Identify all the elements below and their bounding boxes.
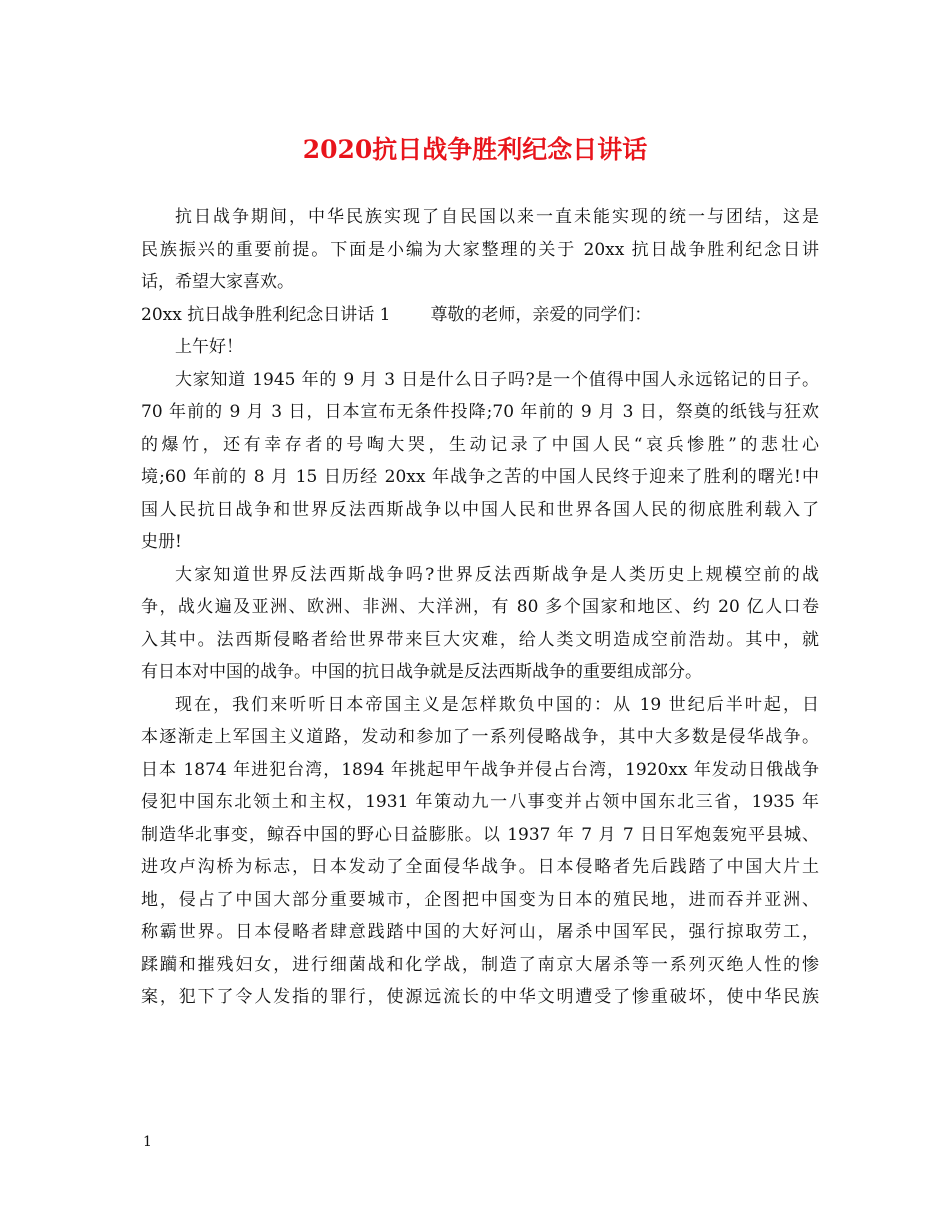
text-line: 大家知道世界反法西斯战争吗?世界反法西斯战争是人类历史上规模空前的战: [175, 564, 819, 585]
text-line: 入其中。法西斯侵略者给世界带来巨大灾难，给人类文明造成空前浩劫。其中，就: [141, 629, 819, 650]
text-line: 案，犯下了令人发指的罪行，使源远流长的中华文明遭受了惨重破坏，使中华民族: [141, 987, 819, 1007]
text-line: 民族振兴的重要前提。下面是小编为大家整理的关于 20xx 抗日战争胜利纪念日讲: [141, 239, 819, 260]
page-number: 1: [143, 1134, 152, 1150]
speech-heading-line: [141, 299, 819, 332]
speech-heading: 20xx 抗日战争胜利纪念日讲话 1: [141, 304, 391, 325]
document-body: [141, 201, 819, 1014]
text-line: 大家知道 1945 年的 9 月 3 日是什么日子吗?是一个值得中国人永远铭记的日子。: [175, 369, 819, 390]
text-line: 本逐渐走上军国主义道路，发动和参加了一系列侵略战争，其中大多数是侵华战争。: [141, 727, 819, 747]
text-line: 70 年前的 9 月 3 日，日本宣布无条件投降;70 年前的 9 月 3 日，祭奠的纸钱与狂欢: [141, 402, 819, 422]
text-line: 境;60 年前的 8 月 15 日历经 20xx 年战争之苦的中国人民终于迎来了胜利的曙光!中: [141, 467, 819, 487]
salutation: 尊敬的老师，亲爱的同学们：: [430, 304, 652, 325]
text-line: 史册!: [141, 532, 182, 552]
text-line: 称霸世界。日本侵略者肆意践踏中国的大好河山，屠杀中国军民，强行掠取劳工，: [141, 922, 819, 942]
text-line: 的爆竹，还有幸存者的号啕大哭，生动记录了中国人民“哀兵惨胜”的悲壮心: [141, 434, 819, 455]
text-line: 争，战火遍及亚洲、欧洲、非洲、大洋洲，有 80 多个国家和地区、约 20 亿人口卷: [141, 597, 819, 617]
text-line: 进攻卢沟桥为标志，日本发动了全面侵华战争。日本侵略者先后践踏了中国大片土: [141, 857, 819, 877]
page-title: 2020抗日战争胜利纪念日讲话: [302, 135, 648, 164]
text-line: 有日本对中国的战争。中国的抗日战争就是反法西斯战争的重要组成部分。: [141, 662, 702, 682]
text-line: 话，希望大家喜欢。: [141, 272, 294, 292]
text-line: 现在，我们来听听日本帝国主义是怎样欺负中国的：从 19 世纪后半叶起，日: [175, 694, 819, 715]
text-line: 侵犯中国东北领土和主权，1931 年策动九一八事变并占领中国东北三省，1935 年: [141, 792, 819, 812]
text-line: 日本 1874 年进犯台湾，1894 年挑起甲午战争并侵占台湾，1920xx 年发动日俄战争: [141, 759, 819, 780]
text-line: 上午好！: [175, 337, 243, 357]
text-line: 蹂躏和摧残妇女，进行细菌战和化学战，制造了南京大屠杀等一系列灭绝人性的惨: [141, 954, 819, 975]
text-line: 地，侵占了中国大部分重要城市，企图把中国变为日本的殖民地，进而吞并亚洲、: [141, 889, 819, 910]
text-line: 制造华北事变，鲸吞中国的野心日益膨胀。以 1937 年 7 月 7 日日军炮轰宛平县城、: [141, 824, 819, 845]
text-line: 国人民抗日战争和世界反法西斯战争以中国人民和世界各国人民的彻底胜利载入了: [141, 499, 819, 520]
text-line: 抗日战争期间，中华民族实现了自民国以来一直未能实现的统一与团结，这是: [175, 207, 819, 227]
